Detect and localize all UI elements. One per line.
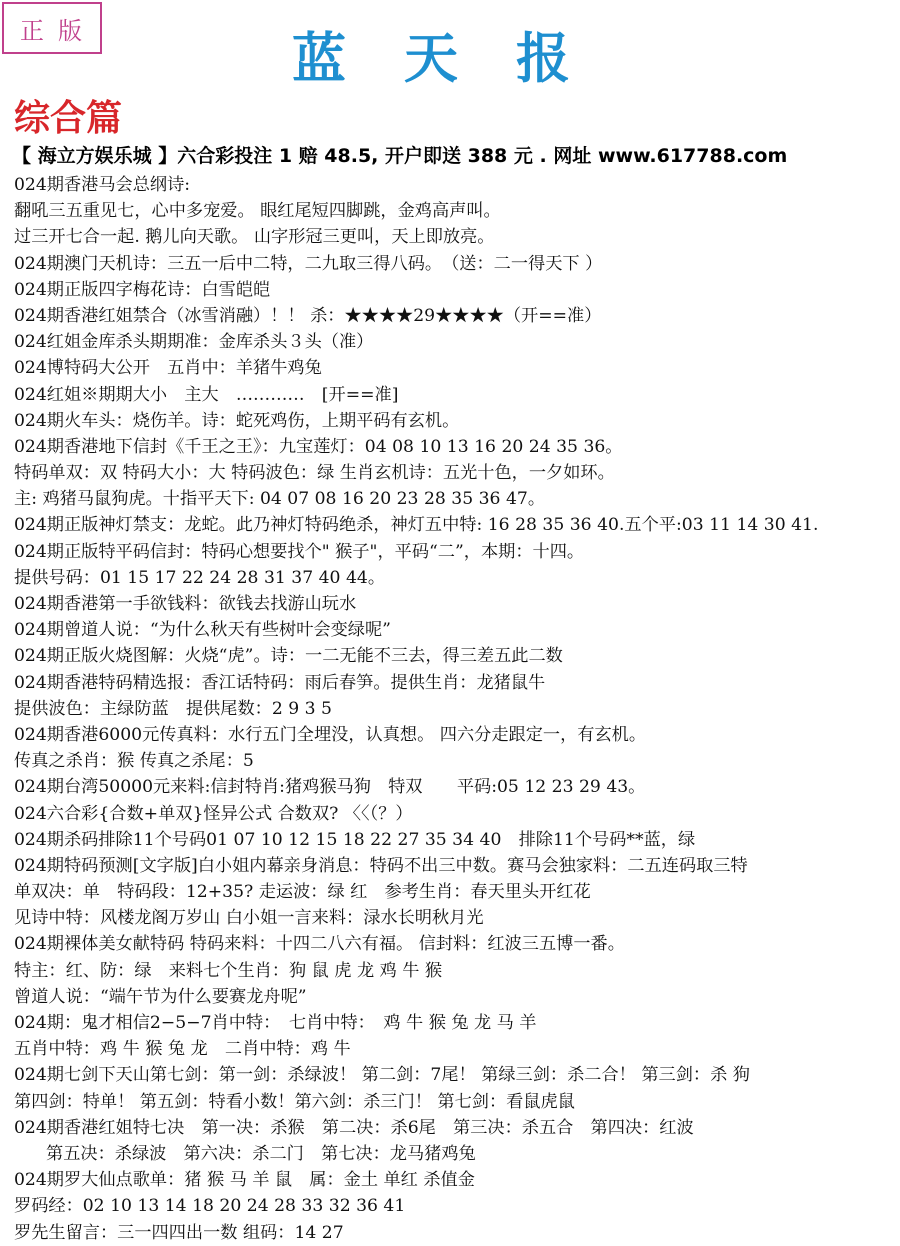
text-line: 024期罗大仙点歌单：猪 猴 马 羊 鼠 属：金土 单红 杀值金 <box>14 1170 475 1191</box>
text-line: 024六合彩{合数+单双}怪异公式 合数双? 〈〈（？） <box>14 803 413 824</box>
text-line: 024期香港红姐特七决 第一决：杀猴 第二决：杀6尾 第三决：杀五合 第四决：红波 <box>14 1117 694 1138</box>
section-title: 综合篇 <box>14 97 123 139</box>
text-line: 024期澳门天机诗：三五一后中二特，二九取三得八码。 （送：二一得天下 ） <box>14 253 603 274</box>
text-line: 特码单双：双 特码大小：大 特码波色：绿 生肖玄机诗：五光十色，一夕如环。 <box>14 463 615 484</box>
text-line: 024红姐金库杀头期期准：金库杀头３头（准） <box>14 332 374 353</box>
text-line: 特主：红、防：绿 来料七个生肖：狗 鼠 虎 龙 鸡 牛 猴 <box>14 960 443 981</box>
text-line: 024期正版特平码信封：特码心想要找个" 猴子"，平码“二”，本期：十四。 <box>14 541 585 562</box>
text-line: 提供号码：01 15 17 22 24 28 31 37 40 44。 <box>14 567 386 588</box>
text-line: 主: 鸡猪马鼠狗虎。十指平天下: 04 07 08 16 20 23 28 35 36 47。 <box>14 489 546 510</box>
text-line: 024期香港地下信封《千王之王》：九宝莲灯：04 08 10 13 16 20 24 35 36。 <box>14 436 623 457</box>
text-line: 第五决：杀绿波 第六决：杀二门 第七决：龙马猪鸡兔 <box>46 1143 476 1164</box>
text-line: 024期特码预测[文字版]白小姐内幕亲身消息：特码不出三中数。赛马会独家料：二五连码取三特 <box>14 855 748 876</box>
text-line: 罗码经：02 10 13 14 18 20 24 28 33 32 36 41 <box>14 1196 406 1217</box>
text-line: 024期台湾50000元来料:信封特肖:猪鸡猴马狗 特双 平码:05 12 23 29 43。 <box>14 777 646 798</box>
text-line: 024期火车头：烧伤羊。诗：蛇死鸡伤，上期平码有玄机。 <box>14 410 460 431</box>
text-line: 提供波色：主绿防蓝 提供尾数：2 9 3 5 <box>14 698 332 719</box>
text-line: 024期七剑下天山第七剑：第一剑：杀绿波！ 第二剑：7尾！ 第绿三剑：杀二合！ 第三剑：杀 狗 <box>14 1065 750 1086</box>
text-line: 024期香港6000元传真料：水行五门全埋没，认真想。 四六分走跟定一，有玄机。 <box>14 724 647 745</box>
text-line: 024期香港特码精选报：香江话特码：雨后春笋。提供生肖：龙猪鼠牛 <box>14 672 546 693</box>
newspaper-title: 蓝天报 <box>292 26 628 90</box>
text-line: 024期曾道人说：“为什么秋天有些树叶会变绿呢” <box>14 620 391 641</box>
text-line: 第四剑：特单！ 第五剑：特看小数！第六剑：杀三门！ 第七剑：看鼠虎鼠 <box>14 1091 575 1112</box>
text-line: 024期正版四字梅花诗：白雪皑皑 <box>14 279 271 300</box>
text-line: 024期裸体美女献特码 特码来料：十四二八六有福。 信封料：红波三五博一番。 <box>14 934 625 955</box>
text-line: 翻吼三五重见七，心中多宠爱。 眼红尾短四脚跳，金鸡高声叫。 <box>14 201 501 222</box>
text-line: 024期香港第一手欲钱料：欲钱去找游山玩水 <box>14 594 357 614</box>
text-line: 024期正版火烧图解：火烧“虎”。诗：一二无能不三去，得三差五此二数 <box>14 646 563 667</box>
text-line: 单双决：单 特码段：12+35? 走运波：绿 红 参考生肖：春天里头开红花 <box>14 882 591 903</box>
content-lines <box>14 172 900 1246</box>
text-line: 见诗中特：风楼龙阁万岁山 白小姐一言来料：渌水长明秋月光 <box>14 908 484 929</box>
text-line: 024期：鬼才相信2−5−7肖中特： 七肖中特： 鸡 牛 猴 兔 龙 马 羊 <box>14 1013 537 1033</box>
text-line: 024期正版神灯禁支：龙蛇。此乃神灯特码绝杀，神灯五中特: 16 28 35 36 40.五个平:03 11 14 30 41. <box>14 515 819 536</box>
text-line: 五肖中特：鸡 牛 猴 兔 龙 二肖中特：鸡 牛 <box>14 1039 351 1060</box>
text-line: 曾道人说：“端午节为什么要赛龙舟呢” <box>14 986 307 1007</box>
text-line: 024期杀码排除11个号码01 07 10 12 15 18 22 27 35 34 40 排除11个号码**蓝，绿 <box>14 829 696 850</box>
text-line: 024红姐※期期大小 主大 ………… [开==准] <box>14 384 399 405</box>
ad-banner: 【 海立方娱乐城 】六合彩投注 1 赔 48.5, 开户即送 388 元 . 网址 www.617788.com <box>12 145 788 167</box>
text-line: 传真之杀肖：猴 传真之杀尾：5 <box>14 751 254 772</box>
text-line: 罗先生留言：三一四四出一数 组码：14 27 <box>14 1222 344 1243</box>
text-line: 024期香港马会总纲诗: <box>14 175 191 195</box>
edition-badge: 正版 <box>2 2 102 54</box>
text-line: 024博特码大公开 五肖中：羊猪牛鸡兔 <box>14 358 322 379</box>
text-line: 过三开七合一起. 鹅儿向天歌。 山字形冠三更叫，天上即放亮。 <box>14 227 495 248</box>
text-line: 024期香港红姐禁合（冰雪消融）！！ 杀：★★★★29★★★★（开==准） <box>14 305 602 326</box>
